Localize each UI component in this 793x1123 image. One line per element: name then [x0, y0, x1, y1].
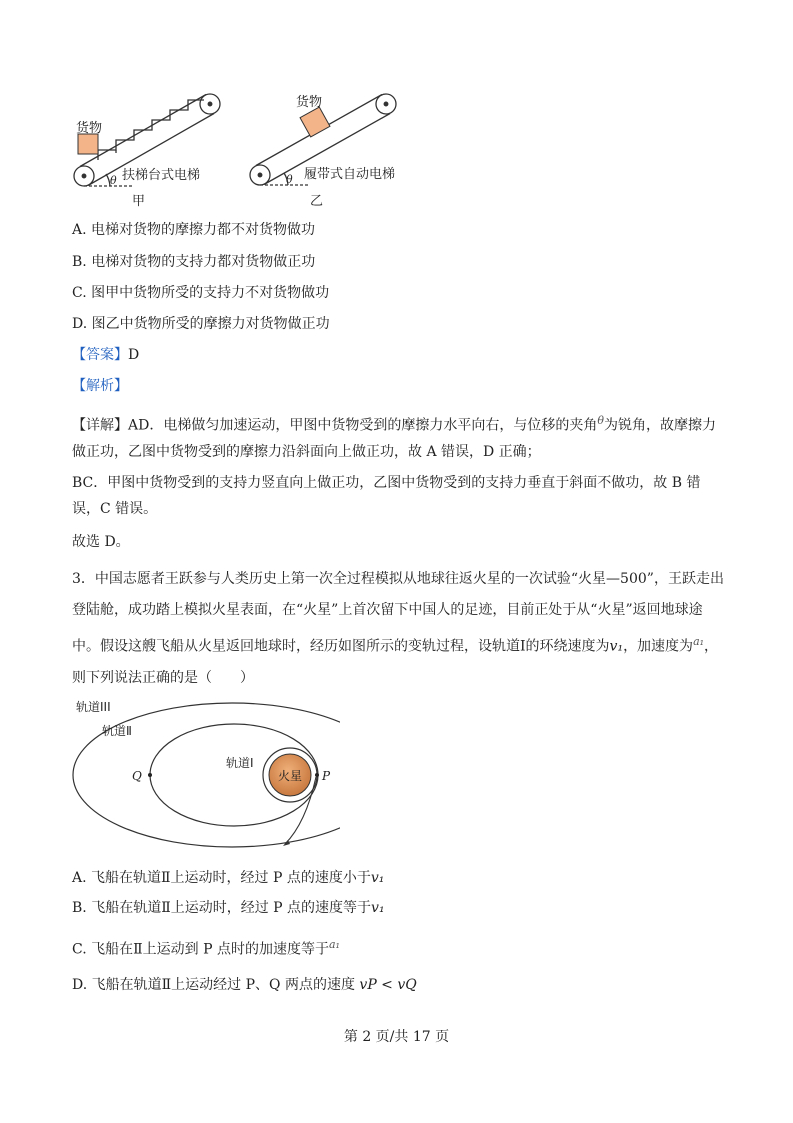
orbit-diagram [70, 694, 340, 854]
point-q-label: Q [132, 769, 142, 783]
detail-paragraph-1 [72, 408, 724, 465]
detail-conclusion: 故选 D。 [72, 534, 130, 550]
analysis-tag: 【解析】 [72, 378, 128, 394]
q3-option-d [72, 975, 417, 995]
left-caption: 甲 [132, 194, 146, 209]
q3-v1: v₁ [609, 638, 624, 655]
orbit-2-label: 轨道Ⅱ [102, 724, 132, 738]
detail-paragraph-2: BC．甲图中货物受到的支持力竖直向上做正功，乙图中货物受到的支持力垂直于斜面不做功，故 B 错误，C 错误。 [72, 475, 701, 517]
right-caption: 乙 [310, 194, 324, 209]
right-cargo-label: 货物 [296, 95, 323, 110]
q3-option-b [72, 898, 385, 918]
point-p-label: P [322, 769, 331, 783]
q3-stem-comma: ， [704, 638, 719, 655]
answer-value: D [128, 347, 140, 363]
q3-option-d-symbol: vP < vQ [359, 977, 417, 993]
q3-option-b-text: B. 飞船在轨道Ⅱ上运动时，经过 P 点的速度等于 [72, 900, 372, 916]
right-escalator-label: 履带式自动电梯 [304, 167, 396, 182]
escalator-figure [70, 88, 415, 213]
q3-stem-text: 3．中国志愿者王跃参与人类历史上第一次全过程模拟从地球往返火星的一次试验“火星—500”，王跃走出登陆舱，成功踏上模拟火星表面，在“火星”上首次留下中国人的足迹，目前正处于从“火星”返回地球途中。假设这艘飞船从火星返回地球时，经历如图所示的变轨过程，设轨道Ⅰ的环绕速度为 [72, 571, 724, 655]
detail-tag: 【详解】 [72, 417, 128, 434]
detail-theta: θ [597, 414, 604, 427]
left-theta: θ [110, 174, 117, 187]
page-footer: 第 2 页/共 17 页 [343, 1029, 450, 1045]
orbit-3-label: 轨道III [76, 700, 111, 714]
left-escalator-label: 扶梯台式电梯 [122, 168, 201, 183]
q2-option-b: B. 电梯对货物的支持力都对货物做正功 [72, 254, 316, 270]
q3-option-b-symbol: v₁ [371, 900, 385, 916]
escalator-diagram [70, 88, 415, 213]
orbit-1-label: 轨道Ⅰ [226, 756, 254, 770]
q3-option-d-text: D. 飞船在轨道Ⅱ上运动经过 P、Q 两点的速度 [72, 977, 355, 993]
answer-tag: 【答案】 [72, 347, 128, 363]
detail-ad-part2: 为锐角，故摩擦力做正功，乙图中货物受到的摩擦力沿斜面向上做正功，故 A 错误，D 正确； [72, 417, 716, 460]
q3-option-c-symbol: a₁ [328, 938, 340, 951]
q3-a1: a₁ [693, 635, 705, 648]
q2-option-d: D. 图乙中货物所受的摩擦力对货物做正功 [72, 316, 330, 332]
left-cargo-label: 货物 [76, 121, 103, 136]
q3-question: 则下列说法正确的是（ ） [72, 669, 254, 686]
q3-option-a-text: A. 飞船在轨道Ⅱ上运动时，经过 P 点的速度小于 [72, 870, 371, 886]
q3-option-c [72, 935, 340, 960]
planet-label: 火星 [278, 769, 303, 783]
q2-option-c: C. 图甲中货物所受的支持力不对货物做功 [72, 285, 330, 301]
q3-option-c-text: C. 飞船在Ⅱ上运动到 P 点时的加速度等于 [72, 941, 329, 958]
orbit-figure [70, 694, 340, 854]
detail-ad-part1: AD．电梯做匀加速运动，甲图中货物受到的摩擦力水平向右，与位移的夹角 [128, 417, 598, 434]
q3-stem-accel: ，加速度为 [623, 638, 694, 655]
right-theta: θ [286, 173, 293, 186]
q2-option-a: A. 电梯对货物的摩擦力都不对货物做功 [72, 222, 316, 238]
q3-option-a [72, 868, 384, 888]
answer-line [72, 345, 139, 365]
q3-option-a-symbol: v₁ [370, 870, 385, 886]
q3-stem [72, 564, 724, 694]
